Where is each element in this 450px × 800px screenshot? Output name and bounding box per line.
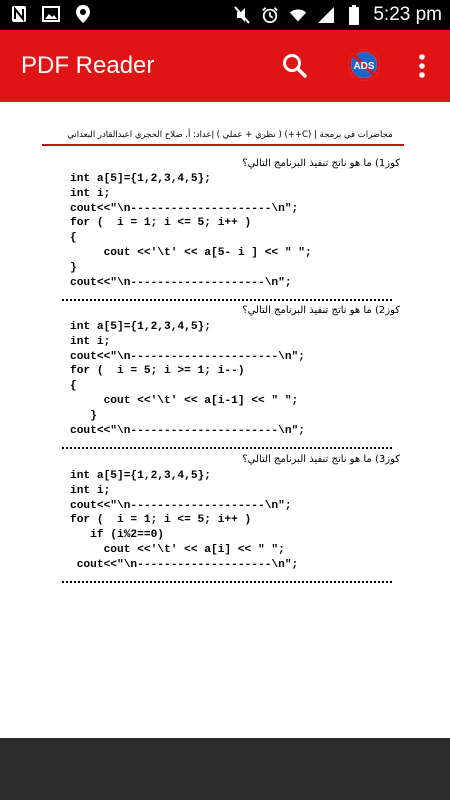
question-1-code: int a[5]={1,2,3,4,5}; int i; cout<<"\n---------------------\n"; for ( i = 1; i <= 5; i++ ) { cout <<'\t' << a[5- i ] << " "; } cout<<"\n--------------------\n"; [70, 173, 312, 289]
question-2-title: كوز2) ما هو ناتج تنفيذ البرنامج التالي؟ [242, 305, 400, 316]
signal-icon [317, 6, 335, 24]
mute-icon [233, 6, 251, 24]
battery-icon [345, 6, 363, 24]
app-title: PDF Reader [21, 52, 155, 79]
dotted-divider [62, 447, 392, 449]
ads-label: ADS [353, 61, 375, 72]
status-time: 5:23 pm [373, 4, 442, 25]
question-3-title: كوز3) ما هو ناتج تنفيذ البرنامج التالي؟ [242, 454, 400, 465]
question-2-code: int a[5]={1,2,3,4,5}; int i; cout<<"\n----------------------\n"; for ( i = 5; i >= 1; i--) { cout <<'\t' << a[i-1] << " "; } cout<<"\n----------------------\n"; [70, 321, 305, 437]
question-1-title: كوز1) ما هو ناتج تنفيذ البرنامج التالي؟ [242, 158, 400, 169]
navigation-bar [0, 738, 450, 800]
pdf-page[interactable] [0, 102, 450, 738]
notification-n-icon [10, 5, 28, 23]
remove-ads-button[interactable] [346, 47, 382, 83]
search-icon [281, 52, 309, 80]
question-3-code: int a[5]={1,2,3,4,5}; int i; cout<<"\n--------------------\n"; for ( i = 1; i <= 5; i++ ) if (i%2==0) cout <<'\t' << a[i] << " "; cout<<"\n--------------------\n"; [70, 470, 299, 571]
status-bar [0, 0, 450, 30]
header-divider [42, 144, 404, 146]
document-header: محاضرات في برمجة | (C++) ( نظري + عملي ) إعداد: أ. صلاح الحجري اعبدالقادر البعداني [67, 130, 393, 140]
overflow-menu-button[interactable] [410, 52, 434, 80]
wifi-icon [289, 6, 307, 24]
dotted-divider [62, 299, 392, 301]
search-button[interactable] [281, 52, 309, 80]
app-bar [0, 30, 450, 102]
alarm-icon [261, 6, 279, 24]
dotted-divider [62, 581, 392, 583]
location-pin-icon [74, 5, 92, 23]
image-icon [42, 5, 60, 23]
more-vertical-icon [410, 52, 434, 80]
no-ads-icon [346, 47, 382, 83]
